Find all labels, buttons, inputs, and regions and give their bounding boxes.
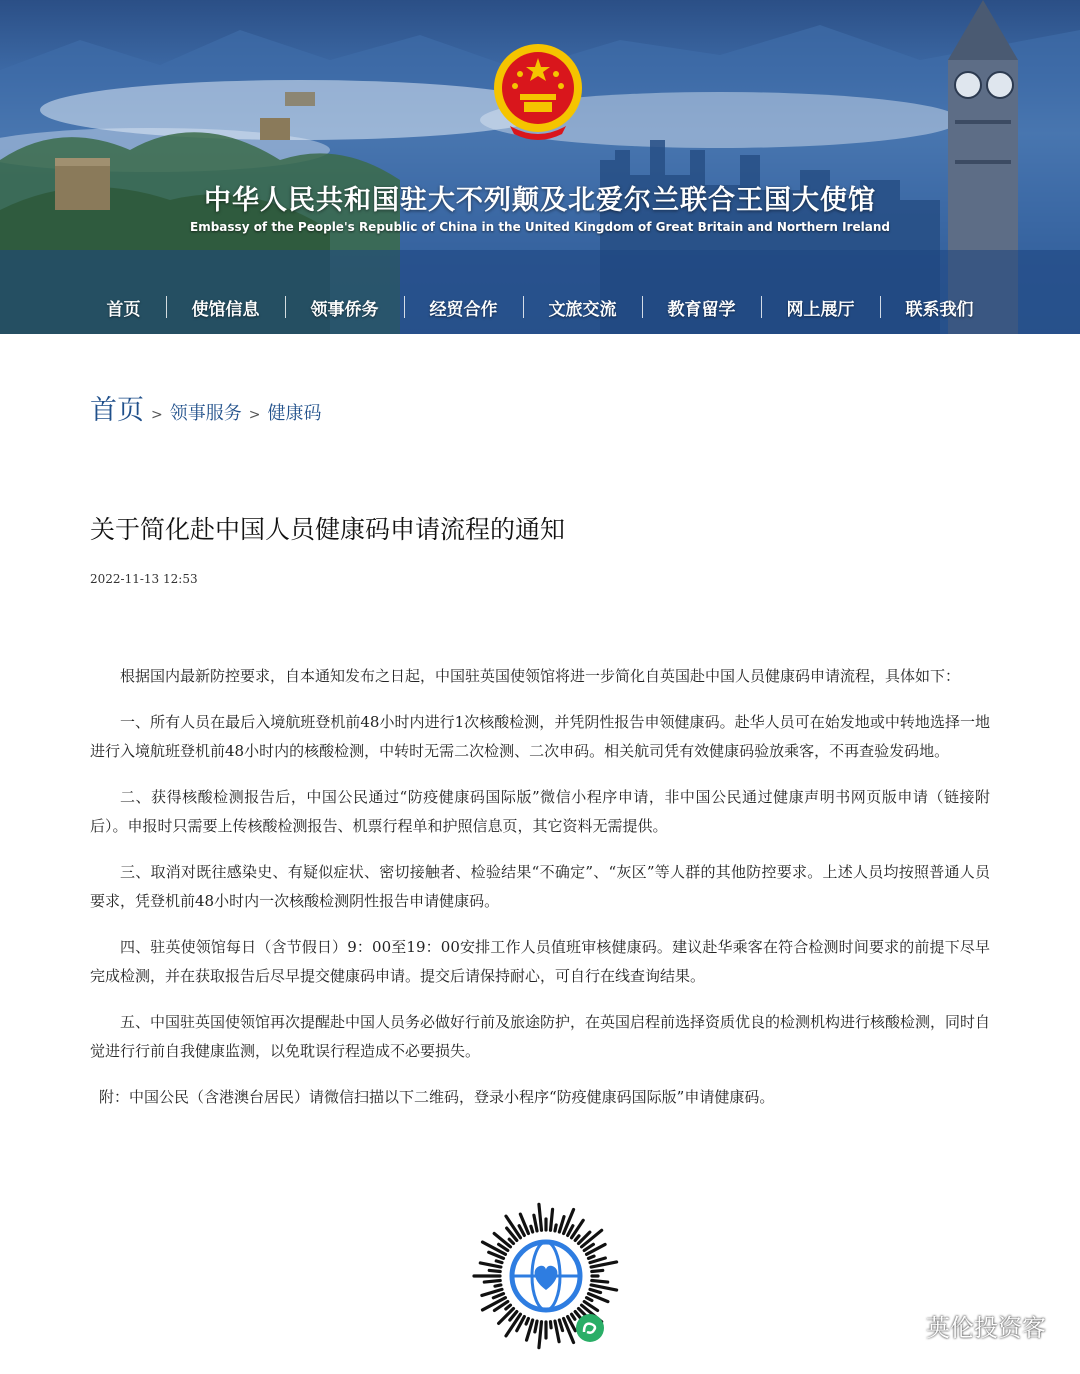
article-title: 关于简化赴中国人员健康码申请流程的通知 bbox=[90, 515, 566, 544]
nav-item-consular[interactable]: 领事侨务 bbox=[310, 299, 379, 320]
nav-item-education[interactable]: 教育留学 bbox=[667, 299, 736, 320]
article-body bbox=[90, 662, 990, 1129]
article-paragraph: 一、所有人员在最后入境航班登机前48小时内进行1次核酸检测，并凭阴性报告申领健康码。赴华人员可在始发地或中转地选择一地进行入境航班登机前48小时内的核酸检测，中转时无需二次检测、二次申码。相关航司凭有效健康码验放乘客，不再查验发码地。 bbox=[90, 713, 990, 760]
wechat-watermark bbox=[880, 1308, 1046, 1343]
breadcrumb-separator: > bbox=[151, 407, 163, 423]
article-paragraph: 五、中国驻英国使领馆再次提醒赴中国人员务必做好行前及旅途防护，在英国启程前选择资质优良的检测机构进行核酸检测，同时自觉进行行前自我健康监测，以免耽误行程造成不必要损失。 bbox=[90, 1013, 991, 1060]
breadcrumb-home-link[interactable]: 首页 bbox=[90, 395, 144, 426]
wechat-icon bbox=[880, 1310, 920, 1342]
breadcrumb-separator: > bbox=[248, 407, 261, 423]
article-paragraph: 三、取消对既往感染史、有疑似症状、密切接触者、检验结果“不确定”、“灰区”等人群的其他防控要求。上述人员均按照普通人员要求，凭登机前48小时内一次核酸检测阴性报告申请健康码。 bbox=[90, 863, 990, 910]
header-banner bbox=[0, 0, 1080, 334]
nav-item-embassy-info[interactable]: 使馆信息 bbox=[191, 299, 260, 320]
article-paragraph: 根据国内最新防控要求，自本通知发布之日起，中国驻英国使领馆将进一步简化自英国赴中国人员健康码申请流程，具体如下： bbox=[120, 667, 961, 685]
site-title: 中华人民共和国驻大不列颠及北爱尔兰联合王国大使馆 bbox=[204, 185, 876, 216]
nav-item-trade[interactable]: 经贸合作 bbox=[429, 299, 498, 320]
breadcrumb-consular-link[interactable]: 领事服务 bbox=[169, 403, 242, 424]
nav-item-home[interactable]: 首页 bbox=[106, 299, 141, 320]
wechat-mini-program-icon bbox=[576, 1314, 604, 1342]
breadcrumb-health-code-link[interactable]: 健康码 bbox=[267, 403, 322, 424]
national-emblem bbox=[490, 42, 586, 142]
article-paragraph: 四、驻英使领馆每日（含节假日）9：00至19：00安排工作人员值班审核健康码。建议赴华乘客在符合检测时间要求的前提下尽早完成检测，并在获取报告后尽早提交健康码申请。提交后请保持耐心，可自行在线查询结果。 bbox=[90, 938, 990, 985]
watermark-text: 英伦投资客 bbox=[926, 1314, 1046, 1342]
article-paragraph: 二、获得核酸检测报告后，中国公民通过“防疫健康码国际版”微信小程序申请，非中国公民通过健康声明书网页版申请（链接附后）。申报时只需要上传核酸检测报告、机票行程单和护照信息页，其它资料无需提供。 bbox=[90, 788, 990, 835]
article-date: 2022-11-13 12:53 bbox=[90, 572, 198, 586]
breadcrumb bbox=[90, 388, 321, 427]
article-note: 附：中国公民（含港澳台居民）请微信扫描以下二维码，登录小程序“防疫健康码国际版”申请健康码。 bbox=[99, 1088, 775, 1106]
main-nav bbox=[0, 280, 1080, 334]
nav-item-culture[interactable]: 文旅交流 bbox=[548, 299, 617, 320]
nav-item-exhibition[interactable]: 网上展厅 bbox=[786, 299, 855, 320]
mini-program-qr-code[interactable] bbox=[466, 1198, 626, 1358]
site-subtitle: Embassy of the People's Republic of China in the United Kingdom of Great Britain and Northern Ireland bbox=[190, 220, 890, 234]
nav-item-contact[interactable]: 联系我们 bbox=[905, 299, 974, 320]
